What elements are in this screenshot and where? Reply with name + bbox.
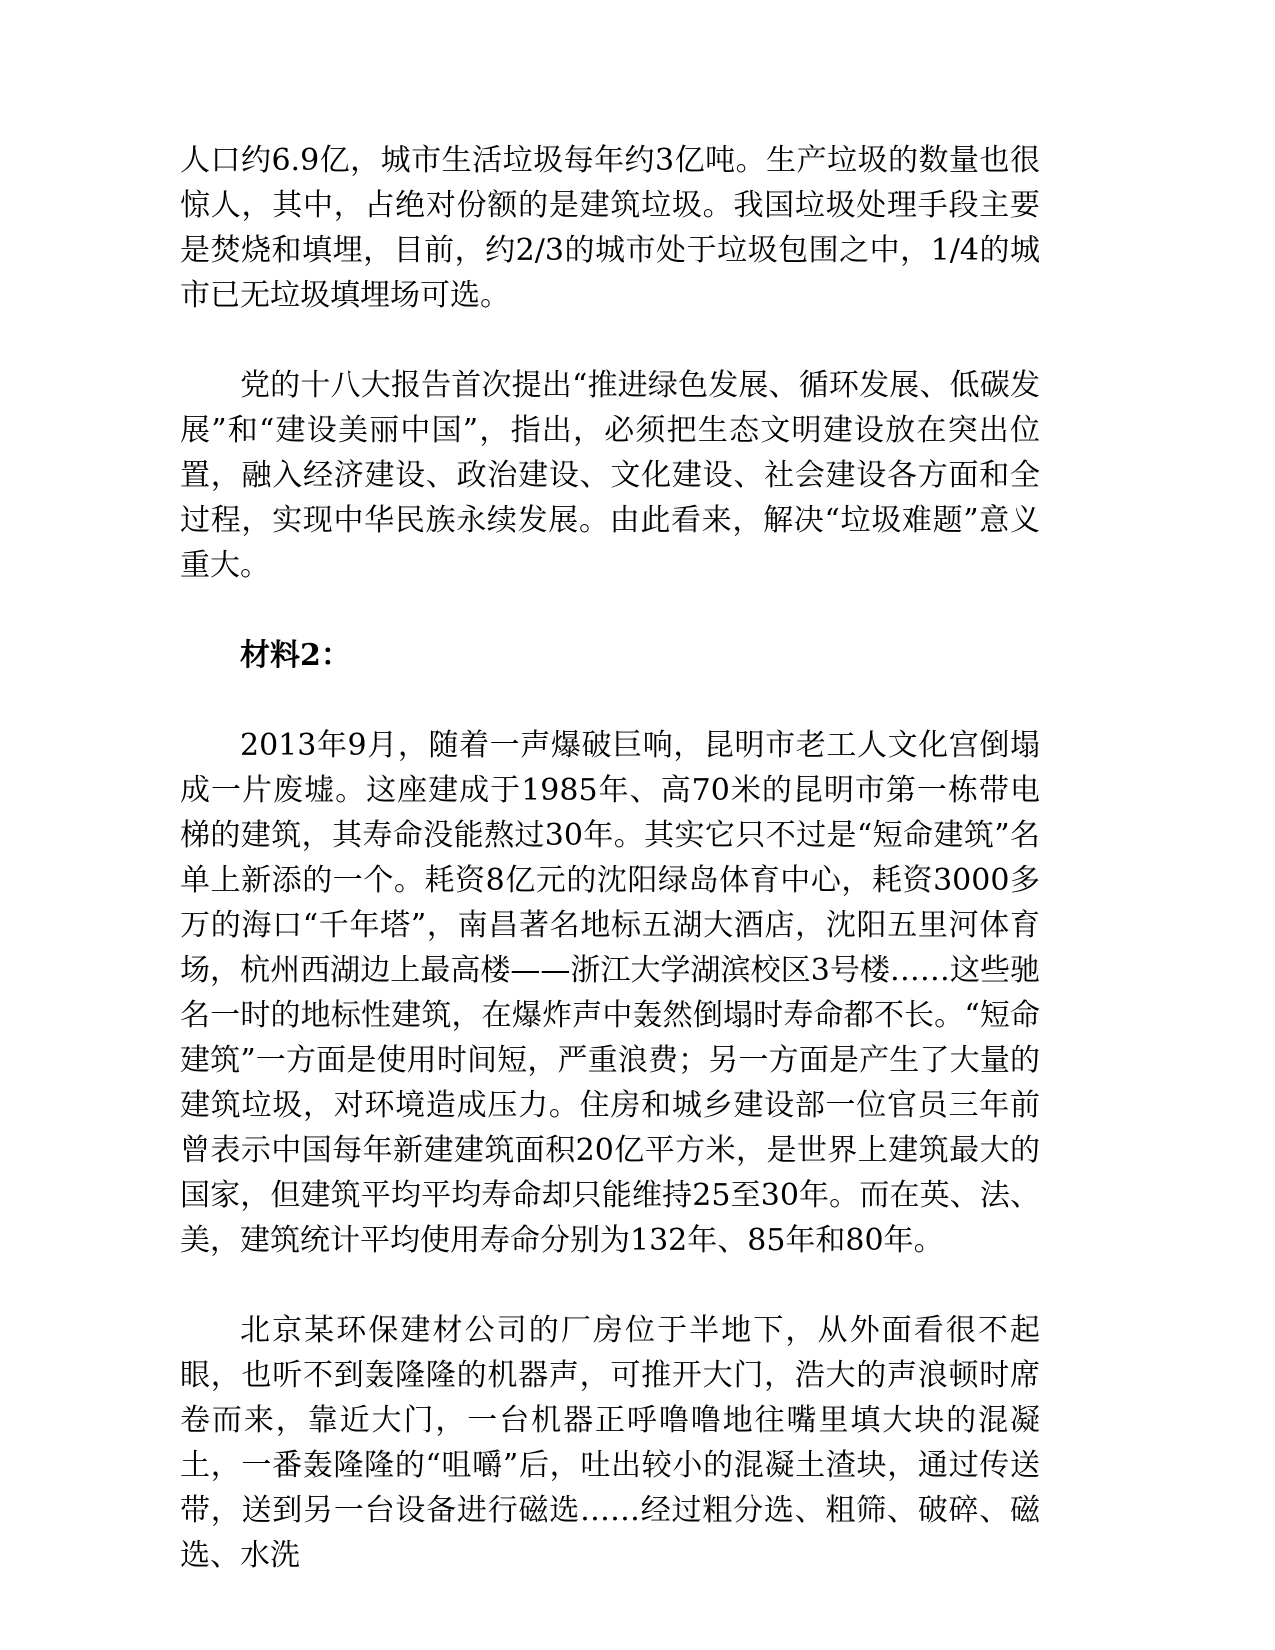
paragraph-short-lived-buildings: 2013年9月，随着一声爆破巨响，昆明市老工人文化宫倒塌成一片废墟。这座建成于1985年、高70米的昆明市第一栋带电梯的建筑，其寿命没能熬过30年。其实它只不过是“短命建筑”名单上新添的一个。耗资8亿元的沈阳绿岛体育中心，耗资3000多万的海口“千年塔”，南昌著名地标五湖大酒店，沈阳五里河体育场，杭州西湖边上最高楼——浙江大学湖滨校区3号楼……这些驰名一时的地标性建筑，在爆炸声中轰然倒塌时寿命都不长。“短命建筑”一方面是使用时间短，严重浪费；另一方面是产生了大量的建筑垃圾，对环境造成压力。住房和城乡建设部一位官员三年前曾表示中国每年新建建筑面积20亿平方米，是世界上建筑最大的国家，但建筑平均平均寿命却只能维持25至30年。而在英、法、美，建筑统计平均使用寿命分别为132年、85年和80年。 xyxy=(180,728,1040,1258)
paragraph-gap xyxy=(180,588,1040,633)
paragraph-gap xyxy=(180,678,1040,723)
paragraph-gap xyxy=(180,318,1040,363)
section-heading-material-2: 材料2： xyxy=(240,638,351,673)
document-body xyxy=(180,138,1040,1578)
paragraph-gap xyxy=(180,1263,1040,1308)
paragraph-eighteenth-congress: 党的十八大报告首次提出“推进绿色发展、循环发展、低碳发展”和“建设美丽中国”，指出，必须把生态文明建设放在突出位置，融入经济建设、政治建设、文化建设、社会建设各方面和全过程，实现中华民族永续发展。由此看来，解决“垃圾难题”意义重大。 xyxy=(180,368,1040,583)
paragraph-population-waste: 人口约6.9亿，城市生活垃圾每年约3亿吨。生产垃圾的数量也很惊人，其中，占绝对份额的是建筑垃圾。我国垃圾处理手段主要是焚烧和填埋，目前，约2/3的城市处于垃圾包围之中，1/4的城市已无垃圾填埋场可选。 xyxy=(180,143,1040,313)
paragraph-recycling-plant: 北京某环保建材公司的厂房位于半地下，从外面看很不起眼，也听不到轰隆隆的机器声，可推开大门，浩大的声浪顿时席卷而来，靠近大门，一台机器正呼噜噜地往嘴里填大块的混凝土，一番轰隆隆的“咀嚼”后，吐出较小的混凝土渣块，通过传送带，送到另一台设备进行磁选……经过粗分选、粗筛、破碎、磁选、水洗 xyxy=(180,1313,1040,1573)
